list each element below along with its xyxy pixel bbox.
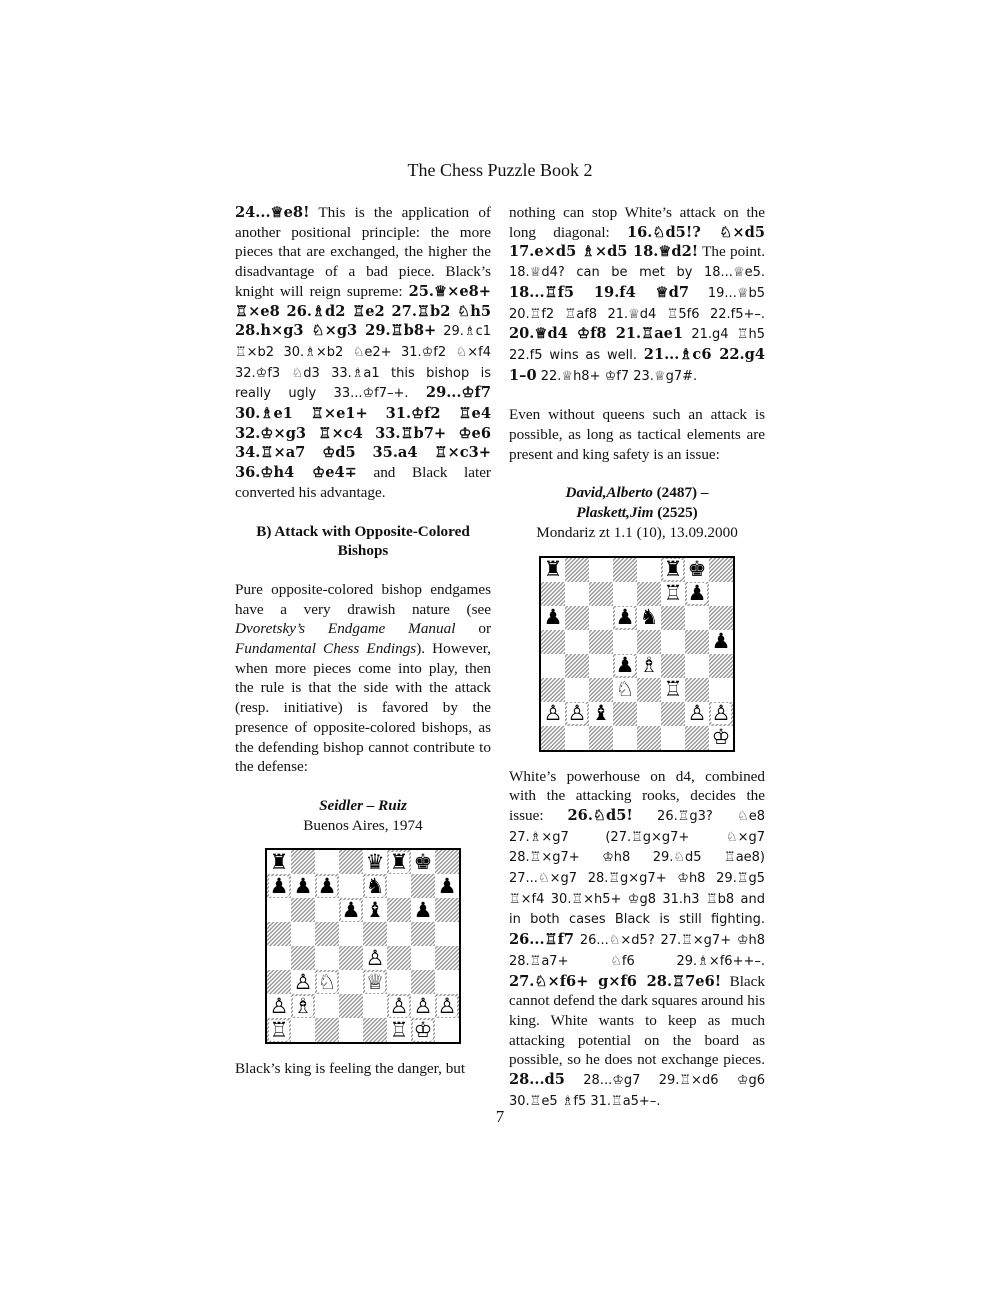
black-elo: (2525) (657, 504, 698, 522)
black-knight-icon: ♞ (639, 605, 659, 630)
board-square (291, 994, 315, 1018)
board-square (339, 922, 363, 946)
board-square (387, 1018, 411, 1042)
board-square (363, 970, 387, 994)
white-pawn-icon: ♙ (413, 993, 433, 1018)
board-square (565, 558, 589, 582)
black-pawn-icon: ♟ (437, 873, 457, 898)
board-square (315, 850, 339, 874)
board-square (541, 726, 565, 750)
white-pawn-icon: ♙ (365, 945, 385, 970)
white-rook-icon: ♖ (389, 1017, 409, 1042)
board-square (387, 922, 411, 946)
board-square (589, 630, 613, 654)
board-square (291, 850, 315, 874)
board-square (363, 874, 387, 898)
white-pawn-icon: ♙ (269, 993, 289, 1018)
board-square (637, 582, 661, 606)
white-rook-icon: ♖ (269, 1017, 289, 1042)
board-square (589, 678, 613, 702)
commentary-text: Pure opposite-colored bishop endgames have a very drawish nature (see (235, 580, 491, 618)
board-square (565, 678, 589, 702)
white-knight-icon: ♘ (317, 969, 337, 994)
board-square (387, 946, 411, 970)
board-square (267, 970, 291, 994)
commentary-text: ). However, when more pieces come into play, then the rule is that the side with the attack (resp. initiative) is favored by the presence of opposite-colored bishops, as the defending bishop cannot contribute to the defense: (235, 640, 491, 776)
black-pawn-icon: ♟ (687, 581, 707, 606)
board-square (435, 850, 459, 874)
main-move: 29...♔f7 30.♗e1 ♖×e1+ 31.♔f2 ♖e4 32.♔×g3 ♖×c4 33.♖b7+ ♔e6 34.♖×a7 ♔d5 35.a4 ♖×c3+ 36.♔h4 ♔e4∓ (235, 384, 491, 482)
white-elo: (2487) – (656, 484, 709, 502)
board-square (661, 558, 685, 582)
board-square (541, 582, 565, 606)
main-move: 16.♘d5!? ♘×d5 17.e×d5 ♗×d5 18.♕d2! (509, 223, 765, 261)
board-square (339, 1018, 363, 1042)
white-player: David,Alberto (565, 484, 653, 502)
white-pawn-icon: ♙ (543, 701, 563, 726)
board-square (541, 606, 565, 630)
variation: 18.♕d4? can be met by 18...♕e5. (509, 265, 765, 281)
board-square (315, 898, 339, 922)
board-square (589, 606, 613, 630)
board-square (387, 874, 411, 898)
black-bishop-icon: ♝ (365, 897, 385, 922)
white-king-icon: ♔ (711, 725, 731, 750)
chess-board (539, 556, 735, 752)
board-square (685, 654, 709, 678)
board-square (541, 678, 565, 702)
main-move: 27.♘×f6+ g×f6 28.♖7e6! (509, 972, 722, 990)
board-square (637, 726, 661, 750)
white-pawn-icon: ♙ (711, 701, 731, 726)
black-king-icon: ♚ (687, 557, 707, 582)
variation: 22.♕h8+ ♔f7 23.♕g7#. (536, 368, 698, 384)
board-square (685, 606, 709, 630)
white-pawn-icon: ♙ (389, 993, 409, 1018)
commentary-text: The point. (698, 243, 765, 261)
white-bishop-icon: ♗ (293, 993, 313, 1018)
board-square (661, 630, 685, 654)
board-square (267, 994, 291, 1018)
board-square (435, 898, 459, 922)
white-pawn-icon: ♙ (437, 993, 457, 1018)
main-move: 28...d5 (509, 1071, 565, 1089)
board-square (363, 946, 387, 970)
game-players: Seidler – Ruiz (319, 796, 407, 814)
board-square (339, 874, 363, 898)
board-square (291, 1018, 315, 1042)
board-square (387, 850, 411, 874)
game-header (235, 796, 491, 835)
board-square (613, 630, 637, 654)
board-square (267, 1018, 291, 1042)
board-square (291, 922, 315, 946)
board-square (363, 994, 387, 1018)
white-pawn-icon: ♙ (687, 701, 707, 726)
black-rook-icon: ♜ (389, 849, 409, 874)
page-number: 7 (495, 1107, 505, 1126)
game-event: Mondariz zt 1.1 (10), 13.09.2000 (536, 523, 738, 541)
board-square (565, 630, 589, 654)
commentary-paragraph (235, 203, 491, 503)
black-pawn-icon: ♟ (543, 605, 563, 630)
board-square (363, 1018, 387, 1042)
board-square (589, 726, 613, 750)
board-square (661, 726, 685, 750)
right-column (509, 203, 765, 1112)
board-square (565, 606, 589, 630)
board-square (661, 678, 685, 702)
board-square (267, 874, 291, 898)
board-square (339, 970, 363, 994)
board-square (565, 726, 589, 750)
board-square (541, 702, 565, 726)
board-square (291, 970, 315, 994)
board-square (435, 946, 459, 970)
board-square (411, 970, 435, 994)
board-square (315, 994, 339, 1018)
board-square (589, 558, 613, 582)
commentary-text: This is the application of another positional principle: the more pieces that are exchanged, the higher the disadvantage of a bad piece. Black’s knight will reign supreme: (235, 204, 491, 300)
black-king-icon: ♚ (413, 849, 433, 874)
black-bishop-icon: ♝ (591, 701, 611, 726)
commentary-paragraph (509, 203, 765, 386)
section-heading: B) Attack with Opposite-Colored Bishops (256, 522, 470, 560)
white-king-icon: ♔ (413, 1017, 433, 1042)
board-square (613, 702, 637, 726)
variation: 26...♘×d5? 27.♖×g7+ ♔h8 28.♖a7+ ♘f6 29.♗×f6++–. (509, 933, 765, 969)
board-square (685, 582, 709, 606)
board-square (291, 898, 315, 922)
board-square (435, 1018, 459, 1042)
board-square (363, 898, 387, 922)
board-square (709, 726, 733, 750)
black-pawn-icon: ♟ (615, 605, 635, 630)
board-square (709, 630, 733, 654)
board-square (315, 922, 339, 946)
board-square (613, 558, 637, 582)
board-square (685, 726, 709, 750)
board-square (339, 946, 363, 970)
black-knight-icon: ♞ (365, 873, 385, 898)
board-square (709, 558, 733, 582)
board-square (613, 726, 637, 750)
board-square (315, 874, 339, 898)
board-square (709, 606, 733, 630)
board-square (411, 874, 435, 898)
board-square (363, 922, 387, 946)
commentary-text: Black cannot defend the dark squares around his king. White wants to keep as much attacking potential on the board as possible, so he does not exchange pieces. (509, 972, 765, 1069)
white-pawn-icon: ♙ (293, 969, 313, 994)
board-square (435, 994, 459, 1018)
commentary-text: and Black later converted his advantage. (235, 464, 491, 501)
white-rook-icon: ♖ (663, 581, 683, 606)
board-square (637, 558, 661, 582)
main-move: 26.♘d5! (567, 806, 633, 824)
variation: 28...♔g7 29.♖×d6 ♔g6 30.♖e5 ♗f5 31.♖a5+–. (509, 1073, 765, 1109)
board-square (637, 678, 661, 702)
white-rook-icon: ♖ (663, 677, 683, 702)
main-move: 25.♕×e8+ ♖×e8 26.♗d2 ♖e2 27.♖b2 ♘h5 28.h×g3 ♘×g3 29.♖b8+ (235, 282, 491, 340)
board-square (661, 654, 685, 678)
black-pawn-icon: ♟ (413, 897, 433, 922)
white-pawn-icon: ♙ (567, 701, 587, 726)
board-square (339, 850, 363, 874)
white-bishop-icon: ♗ (639, 653, 659, 678)
board-square (709, 582, 733, 606)
chess-board (265, 848, 461, 1044)
board-square (315, 1018, 339, 1042)
board-square (267, 922, 291, 946)
commentary-paragraph (509, 767, 765, 1112)
board-square (685, 678, 709, 702)
board-square (637, 630, 661, 654)
black-rook-icon: ♜ (543, 557, 563, 582)
commentary-text: Dvoretsky’s Endgame Manual (235, 620, 456, 638)
board-square (267, 946, 291, 970)
main-move: 26...♖f7 (509, 931, 575, 949)
board-square (541, 630, 565, 654)
board-square (435, 970, 459, 994)
board-square (685, 630, 709, 654)
variation: 29.♗c1 ♖×b2 30.♗×b2 ♘e2+ 31.♔f2 ♘×f4 32.♔f3 ♘d3 33.♗a1 this bishop is really ugly 33...♔f7–+. (235, 324, 491, 402)
board-square (709, 678, 733, 702)
board-square (685, 558, 709, 582)
commentary-text: White’s powerhouse on d4, combined with the attacking rooks, decides the issue: (509, 767, 765, 824)
white-knight-icon: ♘ (615, 677, 635, 702)
board-square (613, 582, 637, 606)
board-square (363, 850, 387, 874)
main-move: 18...♖f5 19.f4 ♕d7 (509, 283, 689, 301)
black-rook-icon: ♜ (269, 849, 289, 874)
variation: 26.♖g3? ♘e8 27.♗×g7 (27.♖g×g7+ ♘×g7 28.♖×g7+ ♔h8 29.♘d5 ♖ae8) 27...♘×g7 28.♖g×g7+ ♔h8 29.♖g5 ♖×f4 30.♖×h5+ ♔g8 31.h3 ♖b8 and in both cases Black is still fighting. (509, 808, 765, 928)
board-square (291, 946, 315, 970)
board-square (411, 1018, 435, 1042)
main-move: 21...♗c6 22.g4 1–0 (509, 345, 765, 384)
black-pawn-icon: ♟ (615, 653, 635, 678)
black-queen-icon: ♛ (365, 849, 385, 874)
white-queen-icon: ♕ (365, 969, 385, 994)
board-square (387, 898, 411, 922)
black-pawn-icon: ♟ (341, 897, 361, 922)
left-column (235, 203, 491, 1079)
black-pawn-icon: ♟ (711, 629, 731, 654)
commentary-paragraph: Black’s king is feeling the danger, but (235, 1060, 466, 1078)
commentary-text: nothing can stop White’s attack on the long diagonal: (509, 204, 765, 241)
board-square (315, 970, 339, 994)
board-square (637, 702, 661, 726)
board-square (411, 946, 435, 970)
intro-paragraph: Even without queens such an attack is possible, as long as tactical elements are present and king safety is an issue: (509, 406, 765, 463)
board-square (565, 654, 589, 678)
board-square (589, 654, 613, 678)
board-square (565, 702, 589, 726)
board-square (411, 898, 435, 922)
board-square (541, 654, 565, 678)
board-square (613, 654, 637, 678)
board-square (411, 850, 435, 874)
commentary-text: Fundamental Chess Endings (235, 640, 417, 658)
board-square (435, 874, 459, 898)
board-square (589, 582, 613, 606)
board-square (339, 994, 363, 1018)
board-square (267, 898, 291, 922)
board-square (661, 702, 685, 726)
black-rook-icon: ♜ (663, 557, 683, 582)
black-pawn-icon: ♟ (269, 873, 289, 898)
board-square (709, 654, 733, 678)
board-square (589, 702, 613, 726)
board-square (637, 654, 661, 678)
board-square (267, 850, 291, 874)
commentary-text: or (455, 620, 491, 638)
black-pawn-icon: ♟ (317, 873, 337, 898)
intro-paragraph (235, 580, 491, 777)
board-square (637, 606, 661, 630)
running-head: The Chess Puzzle Book 2 (407, 160, 593, 180)
board-square (709, 702, 733, 726)
board-square (411, 922, 435, 946)
board-square (613, 606, 637, 630)
board-square (661, 606, 685, 630)
board-square (387, 970, 411, 994)
main-move: 20.♕d4 ♔f8 21.♖ae1 (509, 325, 684, 343)
board-square (435, 922, 459, 946)
black-player: Plaskett,Jim (576, 504, 654, 522)
board-square (541, 558, 565, 582)
main-move: 24...♕e8! (235, 204, 310, 221)
board-square (315, 946, 339, 970)
game-event: Buenos Aires, 1974 (303, 816, 423, 834)
board-square (291, 874, 315, 898)
board-square (613, 678, 637, 702)
board-square (565, 582, 589, 606)
board-square (411, 994, 435, 1018)
black-pawn-icon: ♟ (293, 873, 313, 898)
variation: 19...♕b5 20.♖f2 ♖af8 21.♕d4 ♖5f6 22.f5+–. (509, 285, 765, 322)
board-square (661, 582, 685, 606)
board-square (339, 898, 363, 922)
variation: 21.g4 ♖h5 22.f5 wins as well. (509, 327, 765, 363)
game-header (509, 483, 765, 542)
board-square (685, 702, 709, 726)
board-square (387, 994, 411, 1018)
